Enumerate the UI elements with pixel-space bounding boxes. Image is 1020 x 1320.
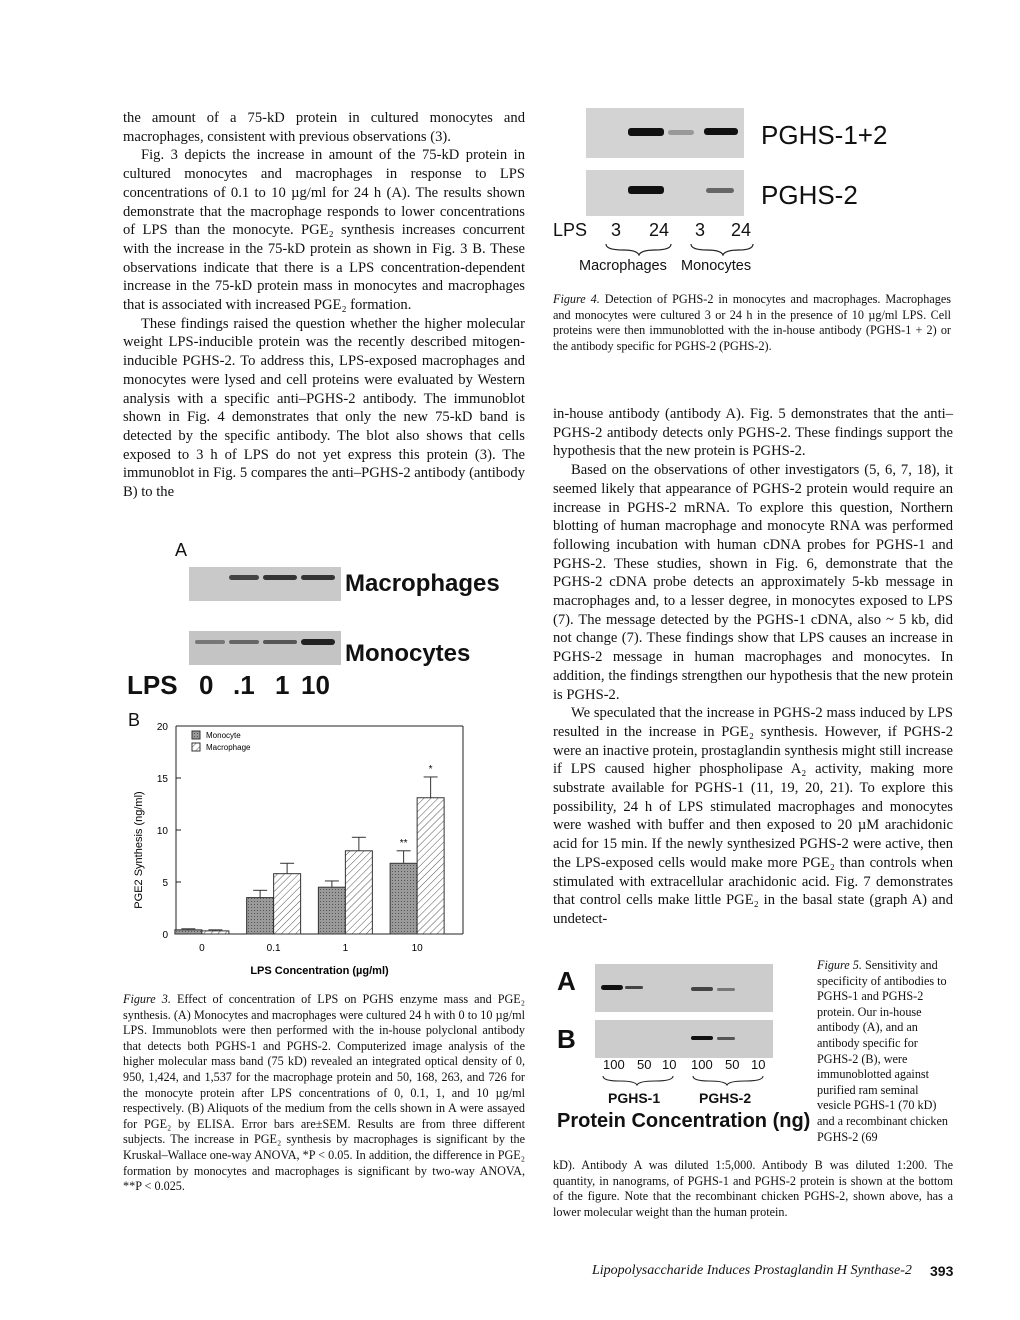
figure3-caption [123, 992, 525, 1195]
right-column-text [553, 405, 953, 929]
figure3-label-monocytes: Monocytes [345, 640, 471, 667]
left-paragraph-2: Fig. 3 depicts the increase in amount of the 75-kD protein in cultured monocytes and macrophages in response to LPS concentrations of 0.1 to 10 µg/ml for 24 h (A). The results shown demonstrate that the macrophage responds to lower concentrations of LPS than the monocyte. PGE₂ synthesis increases concurrent with the increase in the 75-kD protein as shown in Fig. 3 B. These observations indicate that there is a LPS concentration-dependent increase in the 75-kD protein mass in monocytes and macrophages that is associated with increased PGE₂ formation. [123, 147, 525, 314]
figure5-group-pghs2: PGHS-2 [699, 1090, 752, 1106]
figure4-caption [553, 292, 951, 354]
figure-4 [553, 108, 953, 288]
figure4-lps-label: LPS [553, 220, 588, 240]
figure5-lane-2: 50 [637, 1057, 652, 1072]
figure3-lps-value-1: .1 [233, 670, 255, 700]
figure5-caption-side [817, 958, 955, 1145]
figure3-panel-a-label: A [175, 540, 188, 560]
y-tick-label: 10 [156, 826, 168, 837]
figure5-lane-1: 100 [603, 1057, 625, 1072]
bar-macrophage [274, 874, 301, 934]
left-column-text [123, 109, 525, 502]
legend-label-macrophage: Macrophage [206, 743, 251, 752]
legend-label-monocyte: Monocyte [206, 731, 241, 740]
figure-5 [553, 958, 811, 1148]
figure3-lps-value-2: 1 [275, 670, 290, 700]
figure4-label-pghs2: PGHS-2 [761, 180, 858, 210]
bar-monocyte [247, 898, 274, 934]
figure4-blot-top [586, 108, 744, 158]
x-axis-label: LPS Concentration (µg/ml) [250, 965, 389, 977]
figure5-panel-b-label: B [557, 1024, 576, 1054]
figure5-braces [601, 1074, 781, 1086]
figure3-bar-chart [128, 712, 468, 982]
figure5-lane-3: 10 [662, 1057, 677, 1072]
legend-swatch-monocyte [192, 731, 200, 739]
figure5-panel-a-label: A [557, 966, 576, 996]
figure3-lps-value-0: 0 [199, 670, 214, 700]
y-tick-label: 15 [156, 774, 168, 785]
figure3-caption-label: Figure 3. [123, 992, 171, 1006]
right-paragraph-3: We speculated that the increase in PGHS-2 mass induced by LPS resulted in the increase in PGE₂ synthesis. However, if PGHS-2 were an inactive protein, prostaglandin synthesis might still increase if LPS caused higher phospholipase A₂ activity, making more substrate available for PGHS-1 (11, 19, 20, 21). To explore this possibility, 24 h of LPS stimulated macrophages and monocytes were washed with buffer and then exposed to 20 µM arachidonic acid for 15 min. If the newly synthesized PGHS-2 were active, then the LPS-exposed cells would make more PGE₂ than controls when stimulated with extracellular arachidonic acid. Fig. 7 demonstrates that control cells make little PGE₂ in the basal state (graph A) and undetect- [553, 705, 953, 927]
left-paragraph-1: the amount of a 75-kD protein in cultured monocytes and macrophages, consistent with previous observations (3). [123, 110, 525, 145]
bar-macrophage [417, 798, 444, 934]
figure4-lane-1: 3 [611, 220, 622, 240]
page-number: 393 [930, 1263, 954, 1279]
figure5-lane-6: 10 [751, 1057, 766, 1072]
bar-macrophage [202, 931, 229, 934]
right-paragraph-1: in-house antibody (antibody A). Fig. 5 demonstrates that the anti–PGHS-2 antibody detects only PGHS-2. These findings support the hypothesis that the new protein is PGHS-2. [553, 406, 953, 460]
figure4-caption-label: Figure 4. [553, 292, 600, 306]
figure4-blot-bottom [586, 170, 744, 216]
right-paragraph-2: Based on the observations of other investigators (5, 6, 7, 18), it seemed likely that appearance of PGHS-2 protein would require an increase in PGHS-2 mRNA. To explore this question, Northern blotting of human macrophage and monocyte RNA was performed following incubation with human cDNA probes for PGHS-1 and PGHS-2. These studies, shown in Fig. 6, demonstrate that the PGHS-2 cDNA probe detects an approximately 5-kb message in macrophages and, to a lesser degree, in monocytes exposed to LPS (7). The message detected by the PGHS-1 cDNA, also ~ 5 kb, did not change (7). These findings show that LPS causes an increase in PGHS-2 message in human macrophages and monocytes. In addition, the findings strengthen our hypothesis that the new protein is PGHS-2. [553, 462, 953, 703]
figure4-caption-text: Detection of PGHS-2 in monocytes and macrophages. Macrophages and monocytes were cultured 3 or 24 h in the presence of 10 µg/ml LPS. Cell proteins were then immunoblotted with the in-house antibody (PGHS-1 + 2) or the antibody specific for PGHS-2 (PGHS-2). [553, 292, 951, 353]
y-tick-label: 5 [162, 878, 168, 889]
significance-marker: ** [399, 837, 408, 849]
x-tick-label: 0 [199, 943, 205, 954]
y-tick-label: 0 [162, 930, 168, 941]
bar-monocyte [390, 863, 417, 934]
figure5-caption-label: Figure 5. [817, 958, 862, 972]
figure4-label-pghs12: PGHS-1+2 [761, 120, 888, 150]
figure4-lane-4: 24 [731, 220, 752, 240]
x-tick-label: 0.1 [266, 943, 281, 954]
figure3-lps-value-3: 10 [301, 670, 330, 700]
figure3-label-macrophages: Macrophages [345, 570, 500, 597]
significance-marker: * [428, 763, 433, 775]
figure5-xlabel: Protein Concentration (ng) [557, 1110, 811, 1132]
figure3-caption-text: Effect of concentration of LPS on PGHS enzyme mass and PGE₂ synthesis. (A) Monocytes and macrophages were cultured 24 h with 0 to 10 µg/ml LPS. Immunoblots were then performed with the in-house polyclonal antibody that detects both PGHS-1 and PGHS-2. Computerized image analysis of the higher molecular mass band (75 kD) revealed an integrated optical density of 0, 950, 1,424, and 1,537 for the macrophage protein and 50, 168, 263, and 726 for the monocyte protein after LPS concentrations of 0, 0.1, 1, and 10 µg/ml respectively. (B) Aliquots of the medium from the cells shown in A were assayed for PGE₂ by ELISA. Error bars are±SEM. Results are from three different subjects. The increase in PGE₂ synthesis by macrophages is significant by the Kruskal–Wallace one-way ANOVA, *P < 0.05. In addition, the difference in PGE₂ formation by monocytes and macrophages is significant by two-way ANOVA, **P < 0.025. [123, 992, 526, 1194]
y-tick-label: 20 [156, 722, 168, 733]
figure4-braces [603, 242, 763, 256]
figure5-group-pghs1: PGHS-1 [608, 1090, 661, 1106]
figure4-group-macrophages: Macrophages [579, 258, 667, 274]
figure4-group-monocytes: Monocytes [681, 258, 752, 274]
legend-swatch-macrophage [192, 743, 200, 751]
x-tick-label: 1 [342, 943, 349, 954]
figure5-lane-4: 100 [691, 1057, 713, 1072]
left-paragraph-3: These findings raised the question whether the higher molecular weight LPS-inducible protein was the recently described mitogen-inducible PGHS-2. To address this, LPS-exposed macrophages and monocytes were lysed and cell proteins were evaluated by Western analysis with a specific anti–PGHS-2 antibody. The immunoblot shown in Fig. 4 demonstrates that only the new 75-kD band is detected by the specific antibody. The blot also shows that cells exposed to 3 h of LPS do not yet express this protein (3). The immunoblot in Fig. 5 compares the anti–PGHS-2 antibody (antibody B) to the [123, 315, 525, 501]
figure5-caption-bottom-text: kD). Antibody A was diluted 1:5,000. Antibody B was diluted 1:200. The quantity, in nanograms, of PGHS-1 and PGHS-2 protein is shown at the bottom of the figure. Note that the recombinant chicken PGHS-2, shown above, has a lower molecular weight than the human protein. [553, 1158, 953, 1219]
figure4-lane-2: 24 [649, 220, 670, 240]
y-axis-label: PGE2 Synthesis (ng/ml) [133, 791, 145, 909]
figure5-caption-side-text: Sensitivity and specificity of antibodies to PGHS-1 and PGHS-2 protein. Our in-house antibody (A), and an antibody specific for PGHS-2 (B), were immunoblotted against purified ram seminal vesicle PGHS-1 (70 kD) and a recombinant chicken PGHS-2 (69 [817, 958, 948, 1144]
figure5-lane-5: 50 [725, 1057, 740, 1072]
figure4-lane-3: 3 [695, 220, 706, 240]
figure5-blot-a [595, 964, 773, 1012]
figure3-panel-b-label: B [128, 710, 141, 730]
bar-macrophage [345, 851, 372, 934]
running-title: Lipopolysaccharide Induces Prostaglandin H Synthase-2 [592, 1263, 912, 1278]
figure-3a [123, 540, 525, 700]
x-tick-label: 10 [411, 943, 423, 954]
figure3-blot-macrophages [189, 567, 341, 601]
figure5-blot-b [595, 1020, 773, 1058]
figure5-caption-bottom [553, 1158, 953, 1220]
bar-monocyte [175, 930, 202, 934]
bar-monocyte [318, 887, 345, 934]
figure3-lps-label: LPS [127, 670, 178, 700]
figure3-blot-monocytes [189, 631, 341, 665]
